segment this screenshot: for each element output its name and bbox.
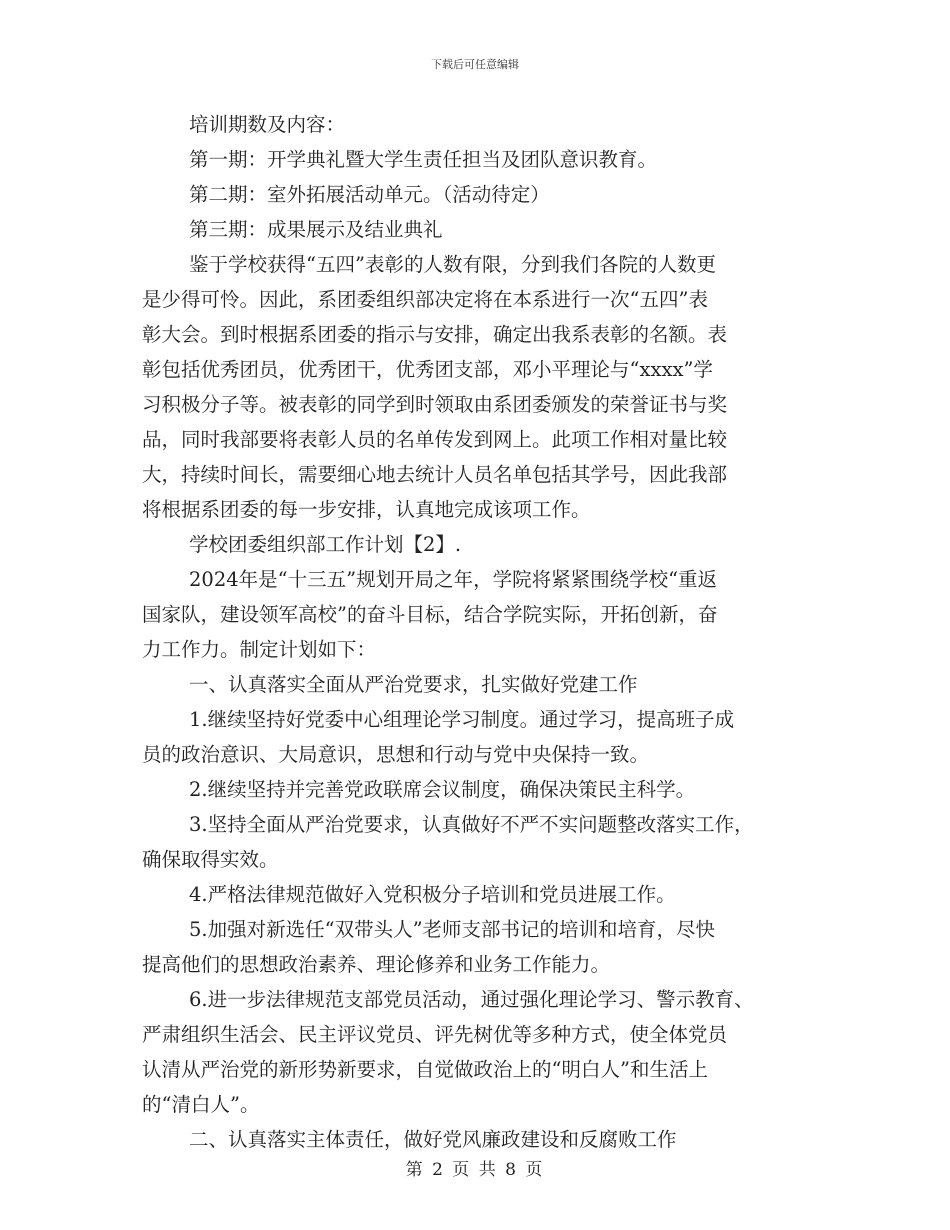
text-line: 鉴于学校获得“五四”表彰的人数有限，分到我们各院的人数更 [189, 253, 716, 276]
text-line: 1.继续坚持好党委中心组理论学习制度。通过学习，提高班子成 [189, 708, 735, 731]
text-line: 第三期：成果展示及结业典礼 [189, 218, 443, 241]
text-line: 彰包括优秀团员，优秀团干，优秀团支部，邓小平理论与“xxxx”学 [142, 358, 713, 381]
text-line: 一、认真落实全面从严治党要求，扎实做好党建工作 [189, 673, 638, 696]
text-line: 提高他们的思想政治素养、理论修养和业务工作能力。 [142, 953, 611, 976]
text-line: 力工作力。制定计划如下： [142, 638, 377, 661]
text-line: 确保取得实效。 [142, 848, 279, 871]
text-line: 3.坚持全面从严治党要求，认真做好不严不实问题整改落实工作， [189, 813, 754, 836]
text-line: 2.继续坚持并完善党政联席会议制度，确保决策民主科学。 [189, 778, 696, 801]
text-line: 学校团委组织部工作计划【2】. [189, 533, 462, 556]
text-line: 国家队，建设领军高校”的奋斗目标，结合学院实际，开拓创新，奋 [142, 603, 718, 626]
text-line: 二、认真落实主体责任，做好党风廉政建设和反腐败工作 [189, 1128, 677, 1151]
document-body [142, 107, 802, 1157]
text-line: 4.严格法律规范做好入党积极分子培训和党员进展工作。 [189, 883, 676, 906]
text-line: 大，持续时间长，需要细心地去统计人员名单包括其学号，因此我部 [142, 463, 728, 486]
text-line: 品，同时我部要将表彰人员的名单传发到网上。此项工作相对量比较 [142, 428, 728, 451]
text-line: 习积极分子等。被表彰的同学到时领取由系团委颁发的荣誉证书与奖 [142, 393, 728, 416]
text-line: 彰大会。到时根据系团委的指示与安排，确定出我系表彰的名额。表 [142, 323, 728, 346]
text-line: 5.加强对新选任“双带头人”老师支部书记的培训和培育，尽快 [189, 918, 716, 941]
text-line: 是少得可怜。因此，系团委组织部决定将在本系进行一次“五四”表 [142, 288, 708, 311]
text-line: 第一期：开学典礼暨大学生责任担当及团队意识教育。 [189, 148, 658, 171]
text-line: 第二期：室外拓展活动单元。（活动待定） [189, 183, 550, 206]
text-line: 6.进一步法律规范支部党员活动，通过强化理论学习、警示教育、 [189, 988, 754, 1011]
page-header: 下载后可任意编辑 [431, 58, 519, 71]
text-line: 员的政治意识、大局意识，思想和行动与党中央保持一致。 [142, 743, 650, 766]
page-number: 第 2 页 共 8 页 [405, 1160, 545, 1180]
text-line: 将根据系团委的每一步安排，认真地完成该项工作。 [142, 498, 591, 521]
text-line: 的“清白人”。 [142, 1093, 260, 1116]
text-line: 认清从严治党的新形势新要求，自觉做政治上的“明白人”和生活上 [142, 1058, 708, 1081]
text-line: 严肃组织生活会、民主评议党员、评先树优等多种方式，使全体党员 [142, 1023, 728, 1046]
text-line: 2024年是“十三五”规划开局之年，学院将紧紧围绕学校“重返 [189, 568, 718, 591]
text-line: 培训期数及内容： [189, 113, 346, 136]
